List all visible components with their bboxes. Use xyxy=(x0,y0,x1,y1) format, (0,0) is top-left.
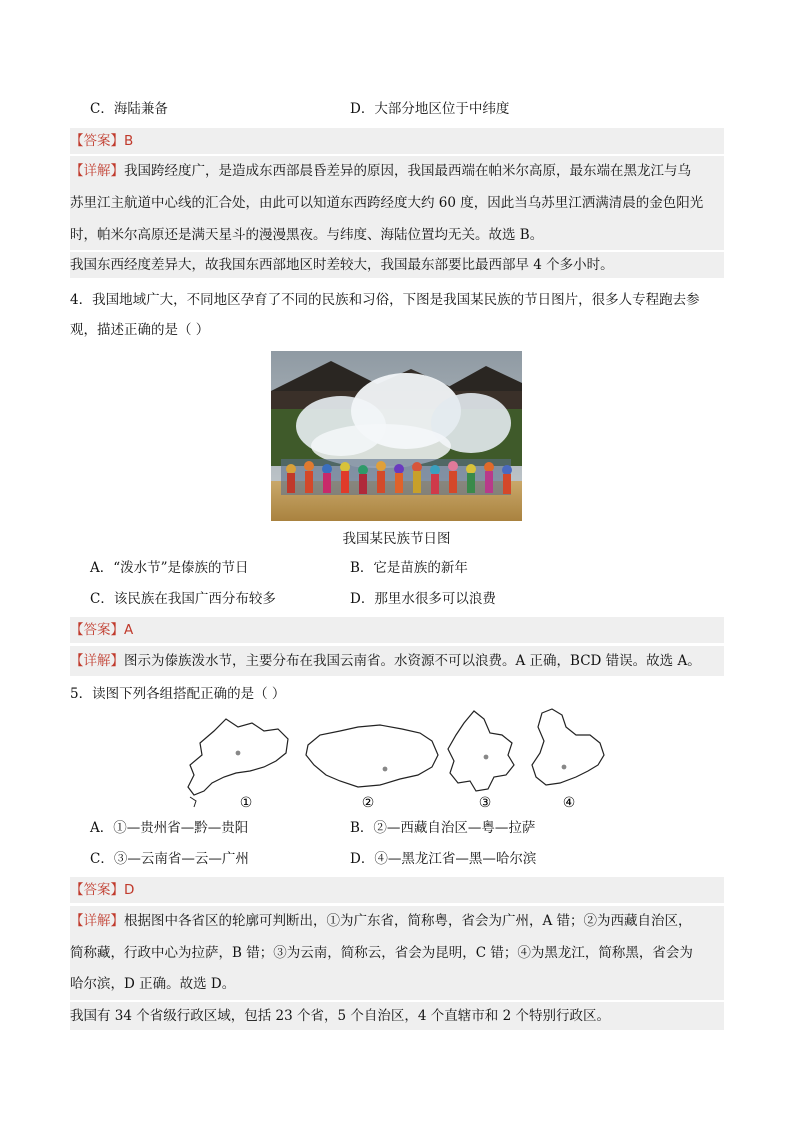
q4-option-d: D．那里水很多可以浪费 xyxy=(350,591,496,607)
festival-photo xyxy=(271,351,522,521)
answer-tag: 【答案】 xyxy=(70,882,124,898)
map-heilongjiang-outline xyxy=(532,709,604,785)
answer-tag: 【答案】 xyxy=(70,133,124,149)
detail-tag: 【详解】 xyxy=(70,913,124,929)
q3-option-d: D．大部分地区位于中纬度 xyxy=(350,101,510,117)
map-label-4: ④ xyxy=(562,795,576,811)
q3-detail-line-3: 时，帕米尔高原还是满天星斗的漫漫黑夜。与纬度、海陆位置均无关。故选 B。 xyxy=(70,227,544,243)
map-guangdong-outline xyxy=(188,719,288,807)
map-label-3: ③ xyxy=(478,795,492,811)
q4-option-c: C．该民族在我国广西分布较多 xyxy=(90,591,276,607)
province-outline-maps xyxy=(180,705,610,815)
q4-stem-line-1: 4．我国地域广大，不同地区孕育了不同的民族和习俗，下图是我国某民族的节日图片，很多人专程跑去参 xyxy=(70,292,700,308)
q3-option-c: C．海陆兼备 xyxy=(90,101,168,117)
q3-answer xyxy=(70,131,133,151)
q5-detail-line-1 xyxy=(70,911,692,931)
q5-option-b: B．②—西藏自治区—粤—拉萨 xyxy=(350,820,536,836)
q3-note: 我国东西经度差异大，故我国东西部地区时差较大，我国最东部要比最西部早 4 个多小时。 xyxy=(70,257,614,273)
detail-text: 图示为傣族泼水节，主要分布在我国云南省。水资源不可以浪费。A 正确，BCD 错误。故选 A。 xyxy=(124,653,701,669)
answer-tag: 【答案】 xyxy=(70,622,124,638)
q5-option-c: C．③—云南省—云—广州 xyxy=(90,851,249,867)
q5-answer xyxy=(70,880,134,900)
q4-detail-line-1 xyxy=(70,651,701,671)
q4-option-a: A．“泼水节”是傣族的节日 xyxy=(90,560,249,576)
q3-detail-line-2: 苏里江主航道中心线的汇合处，由此可以知道东西跨经度大约 60 度，因此当乌苏里江洒满清晨的金色阳光 xyxy=(70,195,704,211)
answer-value: A xyxy=(124,622,134,638)
q4-stem-line-2: 观，描述正确的是（ ） xyxy=(70,322,210,338)
photo-caption: 我国某民族节日图 xyxy=(342,531,451,547)
map-label-1: ① xyxy=(239,795,253,811)
detail-tag: 【详解】 xyxy=(70,653,124,669)
q5-detail-line-2: 简称藏，行政中心为拉萨，B 错；③为云南，简称云，省会为昆明，C 错；④为黑龙江，简称黑，省会为 xyxy=(70,945,693,961)
q5-detail-line-3: 哈尔滨，D 正确。故选 D。 xyxy=(70,976,236,992)
q3-detail-line-1 xyxy=(70,161,691,181)
q5-stem: 5．读图下列各组搭配正确的是（ ） xyxy=(70,686,286,702)
map-label-2: ② xyxy=(361,795,375,811)
q3-answer-block xyxy=(70,128,724,154)
q5-note: 我国有 34 个省级行政区域，包括 23 个省，5 个自治区，4 个直辖市和 2 个特别行政区。 xyxy=(70,1008,610,1024)
q4-answer-block xyxy=(70,617,724,643)
q5-option-a: A．①—贵州省—黔—贵阳 xyxy=(90,820,249,836)
map-yunnan-outline xyxy=(448,711,514,791)
detail-text: 我国跨经度广，是造成东西部晨昏差异的原因，我国最西端在帕米尔高原，最东端在黑龙江与乌 xyxy=(124,163,691,179)
q5-option-d: D．④—黑龙江省—黑—哈尔滨 xyxy=(350,851,537,867)
q5-answer-block xyxy=(70,877,724,903)
answer-value: B xyxy=(124,133,134,149)
detail-tag: 【详解】 xyxy=(70,163,124,179)
detail-text: 根据图中各省区的轮廓可判断出，①为广东省，简称粤，省会为广州，A 错；②为西藏自治区， xyxy=(124,913,692,929)
answer-value: D xyxy=(124,882,135,898)
map-tibet-outline xyxy=(306,725,438,787)
q4-option-b: B．它是苗族的新年 xyxy=(350,560,468,576)
q4-answer xyxy=(70,620,133,640)
